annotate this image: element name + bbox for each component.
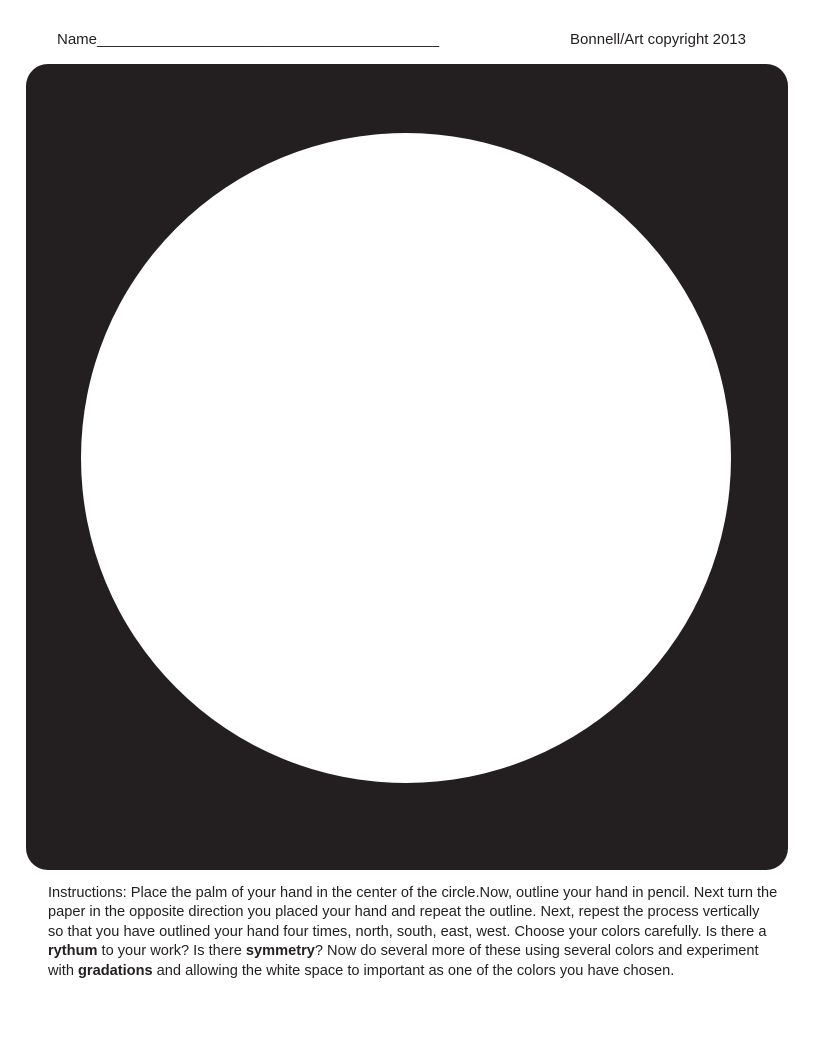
black-square-frame (26, 64, 788, 870)
white-circle-drawing-area (81, 133, 731, 783)
name-field (57, 31, 439, 48)
keyword-rythum: rythum (48, 943, 98, 960)
name-blank-line: _________________________________________ (97, 31, 440, 48)
name-label: Name (57, 31, 98, 48)
copyright-notice: Bonnell/Art copyright 2013 (570, 31, 746, 48)
instructions-paragraph (48, 884, 778, 981)
instructions-text-4: and allowing the white space to important as one of the colors you have chosen. (152, 962, 675, 979)
instructions-text-1: Instructions: Place the palm of your hand in the center of the circle.Now, outline your hand in pencil. Next turn the paper in the opposite direction you placed your hand and repeat the outline. Next, repest the process vertically so that you have outlined your hand four times, north, south, east, west. Choose your colors carefully. Is there a (48, 885, 778, 940)
instructions-text-2: to your work? Is there (97, 943, 246, 960)
keyword-symmetry: symmetry (245, 943, 315, 960)
instructions-text-3: ? Now do several more of these using several colors and experiment with (48, 943, 759, 979)
keyword-gradations: gradations (78, 962, 153, 979)
